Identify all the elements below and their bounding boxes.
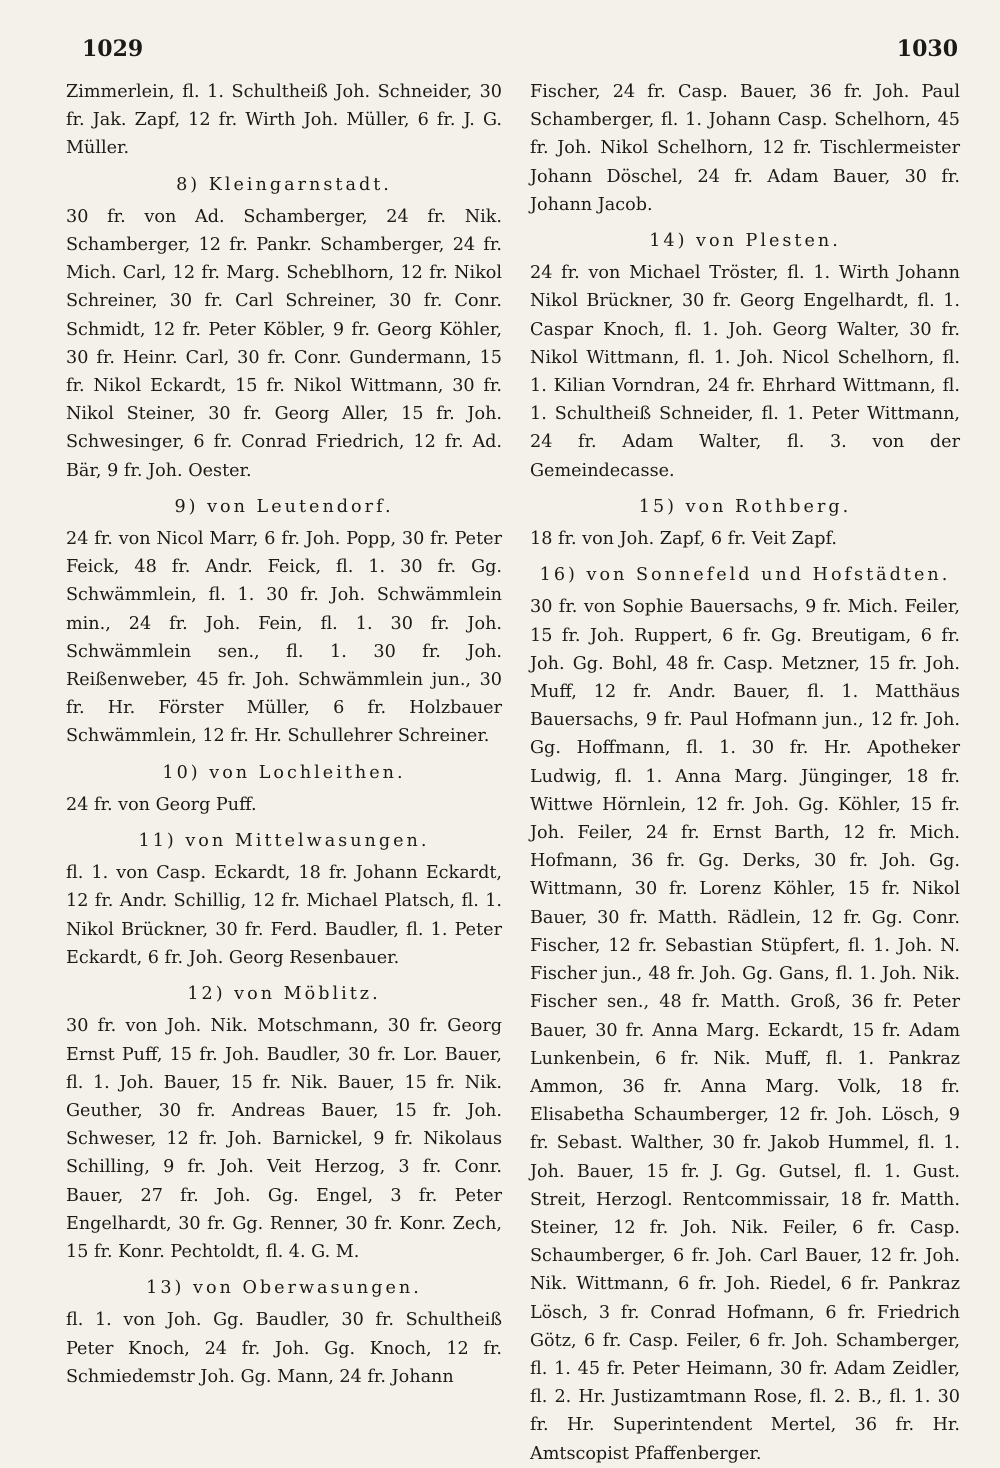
paragraph: 30 fr. von Ad. Schamberger, 24 fr. Nik. Schamberger, 12 fr. Pankr. Schamberger, 24 fr. Mich. Carl, 12 fr. Marg. Scheblhorn, 12 fr. Nikol Schreiner, 30 fr. Carl Schreiner, 30 fr. Conr. Schmidt, 12 fr. Peter Köbler, 9 fr. Georg Köhler, 30 fr. Heinr. Carl, 30 fr. Conr. Gundermann, 15 fr. Nikol Eckardt, 15 fr. Nikol Wittmann, 30 fr. Nikol Steiner, 30 fr. Georg Aller, 15 fr. Joh. Schwesinger, 6 fr. Conrad Friedrich, 12 fr. Ad. Bär, 9 fr. Joh. Oester. bbox=[66, 206, 502, 481]
right-column bbox=[530, 78, 960, 1468]
paragraph: Fischer, 24 fr. Casp. Bauer, 36 fr. Joh. Paul Schamberger, fl. 1. Johann Casp. Schelhorn, 45 fr. Joh. Nikol Schelhorn, 12 fr. Tischlermeister Johann Döschel, 24 fr. Adam Bauer, 30 fr. Johann Jacob. bbox=[530, 82, 960, 215]
section-heading: 10) von Lochleithen. bbox=[162, 762, 406, 783]
paragraph: fl. 1. von Joh. Gg. Baudler, 30 fr. Schultheiß Peter Knoch, 24 fr. Joh. Gg. Knoch, 12 fr. Schmiedemstr Joh. Gg. Mann, 24 fr. Johann bbox=[66, 1310, 502, 1387]
paragraph: Zimmerlein, fl. 1. Schultheiß Joh. Schneider, 30 fr. Jak. Zapf, 12 fr. Wirth Joh. Müller, 6 fr. J. G. Müller. bbox=[66, 82, 502, 159]
section-heading: 16) von Sonnefeld und Hofstädten. bbox=[539, 565, 951, 586]
section-heading: 14) von Plesten. bbox=[649, 231, 841, 252]
paragraph: 30 fr. von Sophie Bauersachs, 9 fr. Mich. Feiler, 15 fr. Joh. Ruppert, 6 fr. Gg. Breutigam, 6 fr. Joh. Gg. Bohl, 48 fr. Casp. Metzner, 15 fr. Joh. Muff, 12 fr. Andr. Bauer, fl. 1. Matthäus Bauersachs, 9 fr. Paul Hofmann jun., 12 fr. Joh. Gg. Hoffmann, fl. 1. 30 fr. Hr. Apotheker Ludwig, fl. 1. Anna Marg. Jünginger, 18 fr. Wittwe Hörnlein, 12 fr. Joh. Gg. Köhler, 15 fr. Joh. Feiler, 24 fr. Ernst Barth, 12 fr. Mich. Hofmann, 36 fr. Gg. Derks, 30 fr. Joh. Gg. Wittmann, 30 fr. Lorenz Köhler, 15 fr. Nikol Bauer, 30 fr. Matth. Rädlein, 12 fr. Gg. Conr. Fischer, 12 fr. Sebastian Stüpfert, fl. 1. Joh. N. Fischer jun., 48 fr. Joh. Gg. Gans, fl. 1. Joh. Nik. Fischer sen., 48 fr. Matth. Groß, 36 fr. Peter Bauer, 30 fr. Anna Marg. Eckardt, 15 fr. Adam Lunkenbein, 6 fr. Nik. Muff, fl. 1. Pankraz Ammon, 36 fr. Anna Marg. Volk, 18 fr. Elisabetha Schaumberger, 12 fr. Joh. Lösch, 9 fr. Sebast. Walther, 30 fr. Jakob Hummel, fl. 1. Joh. Bauer, 15 fr. J. Gg. Gutsel, fl. 1. Gust. Streit, Herzogl. Rentcommissair, 18 fr. Matth. Steiner, 12 fr. Joh. Nik. Feiler, 6 fr. Casp. Schaumberger, 6 fr. Joh. Carl Bauer, 12 fr. Joh. Nik. Wittmann, 6 fr. Joh. Riedel, 6 fr. Pankraz Lösch, 3 fr. Conrad Hofmann, 6 fr. Friedrich Götz, 6 fr. Casp. Feiler, 6 fr. Joh. Schamberger, fl. 1. 45 fr. Peter Heimann, 30 fr. Adam Zeidler, fl. 2. Hr. Justizamtmann Rose, fl. 2. B., fl. 1. 30 fr. Hr. Superintendent Mertel, 36 fr. Hr. Amtscopist Pfaffenberger. bbox=[530, 597, 960, 1464]
section-heading: 13) von Oberwasungen. bbox=[146, 1278, 422, 1299]
section-heading: 15) von Rothberg. bbox=[638, 496, 852, 517]
paragraph: 30 fr. von Joh. Nik. Motschmann, 30 fr. Georg Ernst Puff, 15 fr. Joh. Baudler, 30 fr. Lor. Bauer, fl. 1. Joh. Bauer, 15 fr. Nik. Bauer, 15 fr. Nik. Geuther, 30 fr. Andreas Bauer, 15 fr. Joh. Schweser, 12 fr. Joh. Barnickel, 9 fr. Nikolaus Schilling, 9 fr. Joh. Veit Herzog, 3 fr. Conr. Bauer, 27 fr. Joh. Gg. Engel, 3 fr. Peter Engelhardt, 30 fr. Gg. Renner, 30 fr. Konr. Zech, 15 fr. Konr. Pechtoldt, fl. 4. G. M. bbox=[66, 1016, 502, 1262]
section-heading: 8) Kleingarnstadt. bbox=[176, 174, 392, 195]
page-number-left: 1029 bbox=[82, 36, 144, 62]
page-number-right: 1030 bbox=[896, 36, 958, 62]
paragraph: 24 fr. von Nicol Marr, 6 fr. Joh. Popp, 30 fr. Peter Feick, 48 fr. Andr. Feick, fl. 1. 30 fr. Gg. Schwämmlein, fl. 1. 30 fr. Joh. Schwämmlein min., 24 fr. Joh. Fein, fl. 1. 30 fr. Joh. Schwämmlein sen., fl. 1. 30 fr. Joh. Reißenweber, 45 fr. Joh. Schwämmlein jun., 30 fr. Hr. Förster Müller, 6 fr. Holzbauer Schwämmlein, 12 fr. Hr. Schullehrer Schreiner. bbox=[66, 529, 502, 747]
paragraph: 24 fr. von Michael Tröster, fl. 1. Wirth Johann Nikol Brückner, 30 fr. Georg Engelhardt, fl. 1. Caspar Knoch, fl. 1. Joh. Georg Walter, 30 fr. Nikol Wittmann, fl. 1. Joh. Nicol Schelhorn, fl. 1. Kilian Vorndran, 24 fr. Ehrhard Wittmann, fl. 1. Schultheiß Schneider, fl. 1. Peter Wittmann, 24 fr. Adam Walter, fl. 3. von der Gemeindecasse. bbox=[530, 263, 960, 481]
section-heading: 11) von Mittelwasungen. bbox=[138, 831, 430, 852]
paragraph: 18 fr. von Joh. Zapf, 6 fr. Veit Zapf. bbox=[530, 529, 838, 550]
section-heading: 9) von Leutendorf. bbox=[174, 496, 394, 517]
paragraph: fl. 1. von Casp. Eckardt, 18 fr. Johann Eckardt, 12 fr. Andr. Schillig, 12 fr. Michael Platsch, fl. 1. Nikol Brückner, 30 fr. Ferd. Baudler, fl. 1. Peter Eckardt, 6 fr. Joh. Georg Resenbauer. bbox=[66, 863, 502, 968]
left-column bbox=[66, 78, 502, 1391]
paragraph: 24 fr. von Georg Puff. bbox=[66, 794, 257, 815]
section-heading: 12) von Möblitz. bbox=[187, 984, 381, 1005]
